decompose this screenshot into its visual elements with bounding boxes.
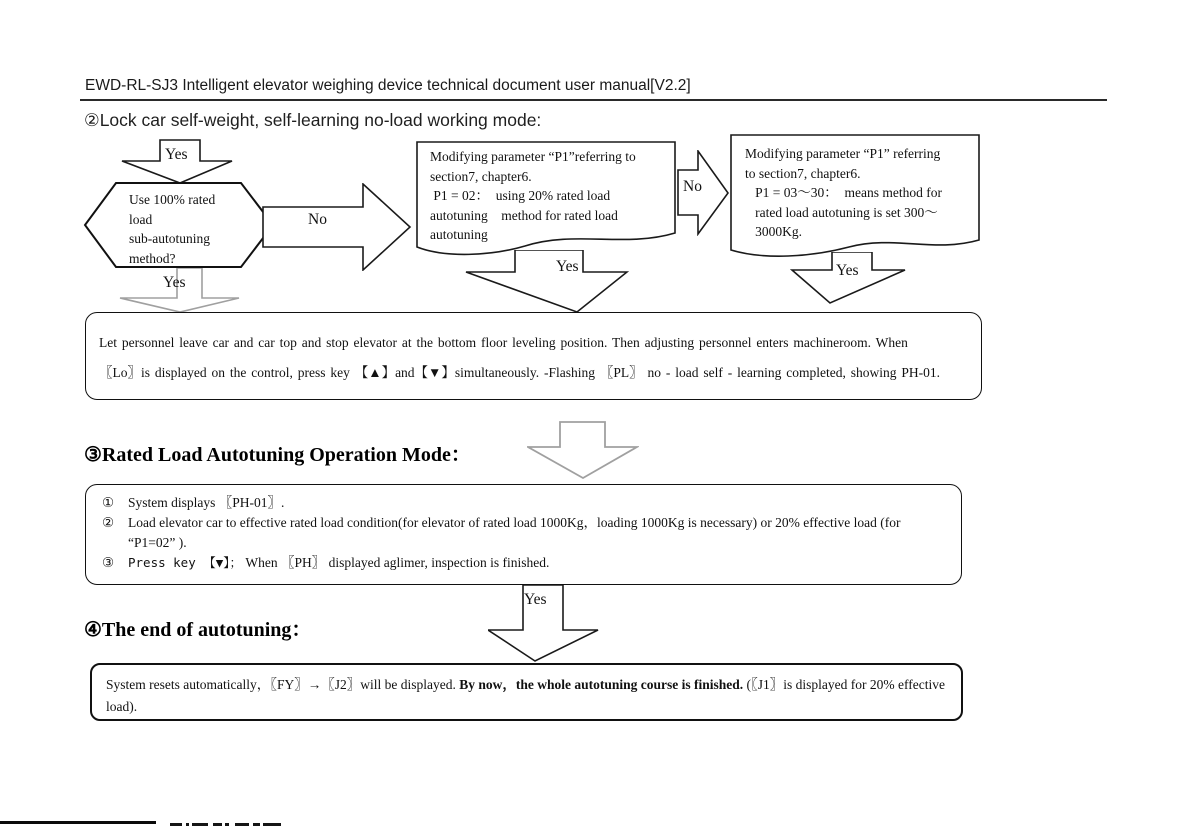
arrow-down-gray-big: [527, 421, 639, 480]
arrow-label-yes-right: Yes: [836, 262, 859, 279]
header-rule: [80, 99, 1107, 101]
step-item-2: ② Load elevator car to effective rated load condition(for elevator of rated load 1000Kg，loading 1000Kg is necessary) or 20% effective load (for “P1=02” ).: [102, 513, 949, 553]
decision-text: Use 100% rated load sub-autotuning method?: [129, 192, 216, 266]
arrow-no-1: [262, 183, 412, 271]
section4-title: ④The end of autotuning：: [84, 619, 312, 641]
section3-title: ③Rated Load Autotuning Operation Mode：: [84, 444, 471, 466]
section2-title: ②Lock car self-weight, self-learning no-load working mode:: [84, 110, 542, 130]
arrow-label-no-2: No: [683, 178, 702, 195]
end-box-text: [92, 665, 961, 718]
arrow-label-no-1: No: [308, 211, 327, 228]
steps-list: [86, 485, 961, 573]
end-text-part2: (〖J1〗is displayed for 20% effective load).: [106, 677, 945, 714]
step-number: ③: [102, 555, 115, 570]
footer-artifact-marks: [170, 823, 281, 827]
end-text-part1: System resets automatically，〖FY〗→〖J2〗will be displayed.: [106, 677, 460, 692]
doc-mid-text: Modifying parameter “P1”referring to section7, chapter6. P1 = 02： using 20% rated load autotuning method for rated load autotuning: [430, 149, 636, 242]
document-title: EWD-RL-SJ3 Intelligent elevator weighing device technical document user manual[V2.2]: [85, 77, 691, 94]
step-number: ①: [102, 495, 115, 510]
doc-right-text: Modifying parameter “P1” referring to section7, chapter6. P1 = 03～30： means method for rated load autotuning is set 300～ 3000Kg.: [745, 146, 942, 239]
process-line-1: Let personnel leave car and car top and stop elevator at the bottom floor leveling position. Then adjusting personnel enters machineroom. When: [99, 335, 908, 350]
process-box-text: [86, 313, 981, 388]
arrow-label-yes-end: Yes: [524, 591, 547, 608]
step-item-1: ① System displays 〖PH-01〗.: [102, 493, 949, 513]
footer-rule: [0, 821, 156, 824]
step-number: ②: [102, 515, 115, 530]
end-text-bold: By now，the whole autotuning course is finished.: [459, 677, 744, 692]
arrow-label-yes-mid: Yes: [556, 258, 579, 275]
arrow-label-yes-hex: Yes: [163, 274, 186, 291]
steps-box: [85, 484, 962, 585]
end-box: [90, 663, 963, 721]
step-item-3: ③ Press key 【▼】； When 〖PH〗 displayed aglimer, inspection is finished.: [102, 553, 949, 573]
process-line-2: 〖Lo〗is displayed on the control, press key 【▲】and【▼】simultaneously. -Flashing 〖PL〗 no - load self - learning completed, showing PH-01.: [99, 365, 940, 380]
arrow-label-yes-top: Yes: [165, 146, 188, 163]
process-box: [85, 312, 982, 400]
